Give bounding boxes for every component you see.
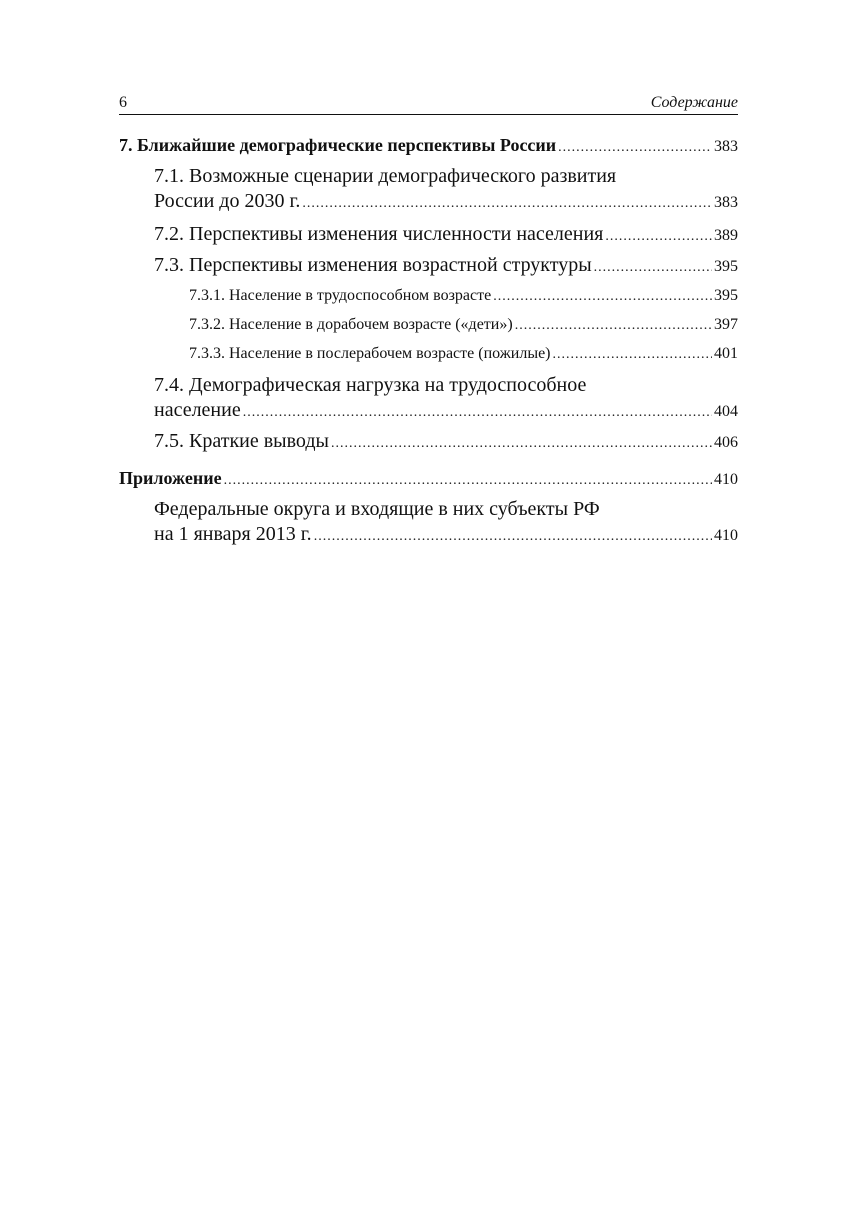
- dot-leader: [605, 224, 712, 249]
- toc-entry-title: 7.2. Перспективы изменения численности населения: [154, 223, 604, 245]
- running-head: [119, 88, 738, 115]
- toc-entry-page: 397: [714, 316, 738, 333]
- toc-entry-page: 401: [714, 345, 738, 362]
- toc-entry-title: 7.3.2. Население в дорабочем возрасте («дети»): [189, 316, 513, 333]
- toc-entry-title-line1: Федеральные округа и входящие в них субъекты РФ: [154, 498, 600, 520]
- toc-entry-7-3-2[interactable]: [119, 311, 738, 340]
- toc-entry-7-2[interactable]: [119, 222, 738, 249]
- book-page: [119, 88, 738, 549]
- dot-leader: [515, 312, 712, 340]
- toc-entry-appendix[interactable]: [119, 466, 738, 493]
- page-number: 6: [119, 94, 127, 111]
- toc-entry-title-line2: России до 2030 г.: [154, 190, 301, 212]
- toc-entry-7-3[interactable]: [119, 253, 738, 280]
- dot-leader: [243, 400, 712, 425]
- dot-leader: [331, 431, 712, 456]
- toc-entry-title-line1: 7.4. Демографическая нагрузка на трудоспособное: [154, 374, 587, 396]
- toc-entry-page: 410: [714, 471, 738, 488]
- toc-entry-title: 7. Ближайшие демографические перспективы России: [119, 135, 557, 155]
- toc-entry-page: 383: [714, 138, 738, 155]
- dot-leader: [553, 341, 712, 369]
- toc-entry-federal-districts[interactable]: [119, 497, 738, 549]
- toc-entry-title-line2: население: [154, 399, 241, 421]
- toc-entry-title: 7.5. Краткие выводы: [154, 430, 329, 452]
- toc-entry-chapter-7[interactable]: [119, 133, 738, 160]
- dot-leader: [314, 524, 712, 549]
- dot-leader: [558, 136, 712, 160]
- toc-entry-7-3-3[interactable]: [119, 340, 738, 369]
- dot-leader: [493, 283, 712, 311]
- toc-entry-title: 7.3. Перспективы изменения возрастной структуры: [154, 254, 592, 276]
- toc-entry-7-4[interactable]: [119, 373, 738, 425]
- toc-entry-page: 383: [714, 194, 738, 211]
- table-of-contents: [119, 133, 738, 549]
- toc-entry-title-line1: 7.1. Возможные сценарии демографического развития: [154, 165, 617, 187]
- toc-entry-page: 410: [714, 527, 738, 544]
- toc-entry-title: Приложение: [119, 468, 222, 488]
- toc-entry-page: 395: [714, 287, 738, 304]
- dot-leader: [594, 255, 712, 280]
- toc-entry-page: 404: [714, 403, 738, 420]
- toc-entry-7-5[interactable]: [119, 429, 738, 456]
- toc-entry-title: 7.3.3. Население в послерабочем возрасте (пожилые): [189, 345, 551, 362]
- toc-entry-7-1[interactable]: [119, 164, 738, 216]
- toc-entry-page: 395: [714, 258, 738, 275]
- dot-leader: [224, 469, 712, 493]
- toc-entry-page: 389: [714, 227, 738, 244]
- dot-leader: [302, 191, 712, 216]
- toc-entry-title: 7.3.1. Население в трудоспособном возрасте: [189, 287, 492, 304]
- running-head-title: Содержание: [650, 94, 738, 111]
- toc-entry-7-3-1[interactable]: [119, 282, 738, 311]
- toc-entry-page: 406: [714, 434, 738, 451]
- toc-entry-title-line2: на 1 января 2013 г.: [154, 523, 312, 545]
